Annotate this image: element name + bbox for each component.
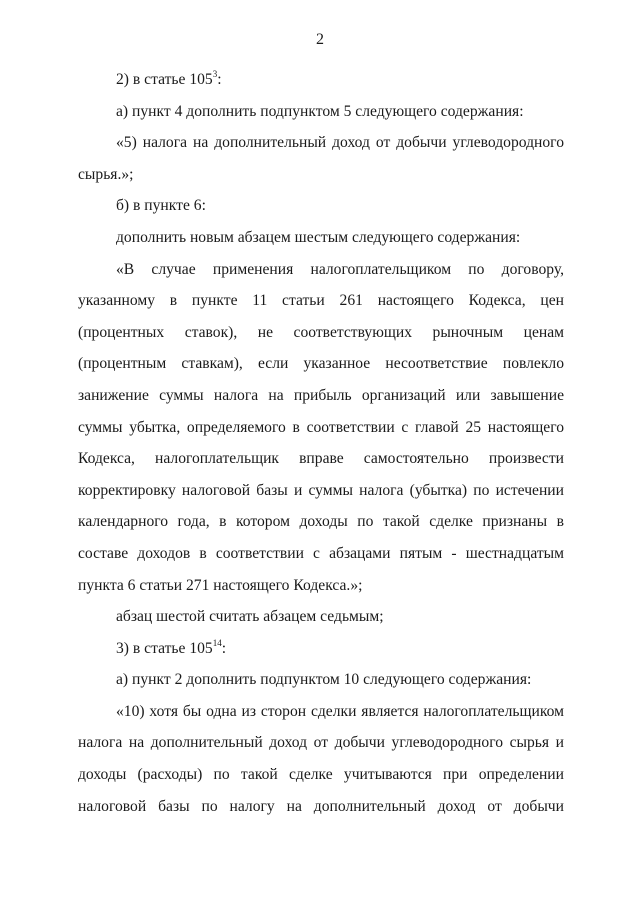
superscript: 14 (212, 637, 222, 648)
paragraph-text: 2) в статье 105 (116, 71, 213, 88)
superscript: 3 (212, 69, 218, 79)
paragraph-item-a-point-2: а) пункт 2 дополнить подпунктом 10 следующего содержания: (116, 671, 532, 689)
paragraph-quoted-text: «В случае применения налогоплательщиком по договору, указанному в пункте 11 статьи 261 настоящего Кодекса, цен (процентных ставок), не соответствующих рыночным ценам (процентным ставкам), если указанное несоответствие повлекло занижение суммы налога на прибыль организаций или завышение суммы убытка, определяемого в соответствии с главой 25 настоящего Кодекса, налогоплательщик вправе самостоятельно произвести корректировку налоговой базы и суммы налога (убытка) по истечении календарного года, в котором доходы по такой сделке признаны в составе доходов в соответствии с абзацами пятым - шестнадцатым пункта 6 статьи 271 настоящего Кодекса.»; (78, 260, 564, 594)
paragraph-item-b-point-6: б) в пункте 6: (116, 197, 206, 215)
paragraph-subpoint-5: «5) налога на дополнительный доход от добычи углеводородного сырья.»; (78, 134, 564, 183)
paragraph-add-new-sixth: дополнить новым абзацем шестым следующего содержания: (116, 228, 521, 246)
paragraph-article-105-3 (78, 64, 564, 96)
paragraph-article-105-14 (78, 633, 564, 665)
paragraph-text: 3) в статье 105 (116, 639, 213, 657)
paragraph-sixth-to-seventh: абзац шестой считать абзацем седьмым; (116, 608, 384, 626)
page-number: 2 (316, 31, 324, 48)
paragraph-item-a-point-4: а) пункт 4 дополнить подпунктом 5 следующего содержания: (116, 102, 524, 120)
document-body (78, 64, 564, 822)
paragraph-subpoint-10: «10) хотя бы одна из сторон сделки является налогоплательщиком налога на дополнительный доход от добычи углеводородного сырья и доходы (расходы) по такой сделке учитываются при определении налоговой базы по налогу на дополнительный доход от добычи (78, 702, 564, 815)
paragraph-text: : (221, 639, 227, 657)
paragraph-text: : (217, 71, 222, 88)
